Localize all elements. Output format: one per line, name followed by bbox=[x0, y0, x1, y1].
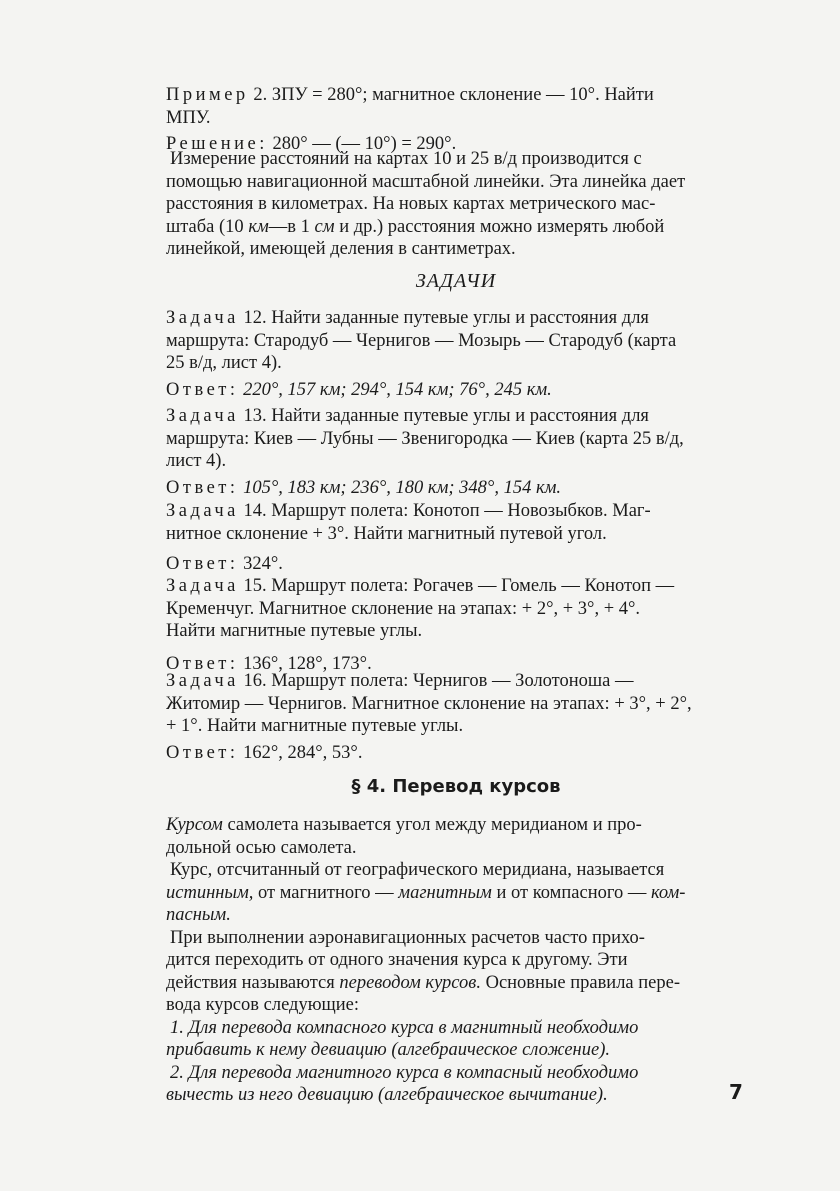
page-number: 7 bbox=[729, 1080, 743, 1104]
section-heading: § 4. Перевод курсов bbox=[351, 776, 561, 797]
example-text-cont: МПУ. bbox=[166, 107, 211, 128]
answer-text: 220°, 157 км; 294°, 154 км; 76°, 245 км. bbox=[243, 379, 552, 400]
rule-1-cont: прибавить к нему девиацию (алгебраическое сложение). bbox=[166, 1040, 610, 1060]
task-12: Задача 12. Найти заданные путевые углы и расстояния для маршрута: Стародуб — Чернигов — Мозырь — Стародуб (карта 25 в/д, лист 4). Ответ: 220°, 157 км; 294°, 154 км; 76°, 245 км. bbox=[166, 308, 677, 400]
example-text: 2. ЗПУ = 280°; магнитное склонение — 10°. Найти bbox=[253, 85, 654, 105]
task-16: Задача 16. Маршрут полета: Чернигов — Золотоноша — Житомир — Чернигов. Магнитное склонение на этапах: + 3°, + 2°, + 1°. Найти магнитные путевые углы. Ответ: 162°, 284°, 53°. bbox=[166, 671, 692, 763]
task-label: Задача bbox=[166, 406, 239, 426]
example-label: Пример bbox=[166, 85, 249, 105]
solution-text: 280° — (— 10°) = 290°. bbox=[272, 134, 457, 154]
solution-label: Решение: bbox=[166, 134, 268, 154]
task-13: Задача 13. Найти заданные путевые углы и расстояния для маршрута: Киев — Лубны — Звенигородка — Киев (карта 25 в/д, лист 4). Ответ: 105°, 183 км; 236°, 180 км; 348°, 154 км. bbox=[166, 406, 684, 498]
intro-line: линейкой, имеющей деления в сантиметрах. bbox=[166, 239, 516, 259]
answer-label: Ответ: bbox=[166, 477, 239, 498]
answer-label: Ответ: bbox=[166, 653, 239, 674]
rule-2: 2. Для перевода магнитного курса в компасный необходимо bbox=[170, 1062, 639, 1083]
example-block bbox=[166, 84, 746, 156]
rule-2-cont: вычесть из него девиацию (алгебраическое вычитание). bbox=[166, 1085, 608, 1105]
intro-line: расстояния в километрах. На новых картах метрического мас- bbox=[166, 194, 656, 214]
answer-text: 162°, 284°, 53°. bbox=[243, 742, 363, 763]
task-label: Задача bbox=[166, 576, 239, 596]
answer-label: Ответ: bbox=[166, 742, 239, 763]
task-label: Задача bbox=[166, 671, 239, 691]
rule-1: 1. Для перевода компасного курса в магнитный необходимо bbox=[170, 1017, 639, 1038]
answer-label: Ответ: bbox=[166, 379, 239, 400]
task-label: Задача bbox=[166, 308, 239, 328]
intro-paragraph bbox=[166, 148, 746, 261]
intro-line: штаба (10 км—в 1 см и др.) расстояния можно измерять любой bbox=[166, 216, 665, 237]
intro-line: Измерение расстояний на картах 10 и 25 в/д производится с bbox=[170, 149, 642, 169]
answer-label: Ответ: bbox=[166, 554, 239, 574]
answer-text: 324°. bbox=[243, 554, 283, 574]
answer-text: 136°, 128°, 173°. bbox=[243, 653, 372, 674]
tasks-heading: ЗАДАЧИ bbox=[415, 270, 497, 292]
answer-text: 105°, 183 км; 236°, 180 км; 348°, 154 км. bbox=[243, 477, 562, 498]
task-label: Задача bbox=[166, 501, 239, 521]
task-15: Задача 15. Маршрут полета: Рогачев — Гомель — Конотоп — Кременчуг. Магнитное склонение на этапах: + 2°, + 3°, + 4°. Найти магнитные путевые углы. Ответ: 136°, 128°, 173°. bbox=[166, 576, 675, 674]
section-body: Курсом самолета называется угол между меридианом и про- дольной осью самолета. Курс, отсчитанный от географического меридиана, называется истинным, от магнитного — магнитным и от компасного — ком- пасным. При выполнении аэронавигационных расчетов часто прихо- дится переходить от одного значения курса к другому. Эти действия называются переводом курсов. Основные правила пере- вода курсов следующие: 1. Для перевода компасного курса в магнитный необходимо прибавить к нему девиацию (алгебраическое сложение). 2. Для перевода магнитного курса в компасный необходимо вычесть из него девиацию (алгебраическое вычитание). bbox=[166, 814, 746, 1107]
task-14: Задача 14. Маршрут полета: Конотоп — Новозыбков. Маг- нитное склонение + 3°. Найти магнитный путевой угол. Ответ: 324°. bbox=[166, 501, 651, 574]
intro-line: помощью навигационной масштабной линейки. Эта линейка дает bbox=[166, 171, 686, 192]
